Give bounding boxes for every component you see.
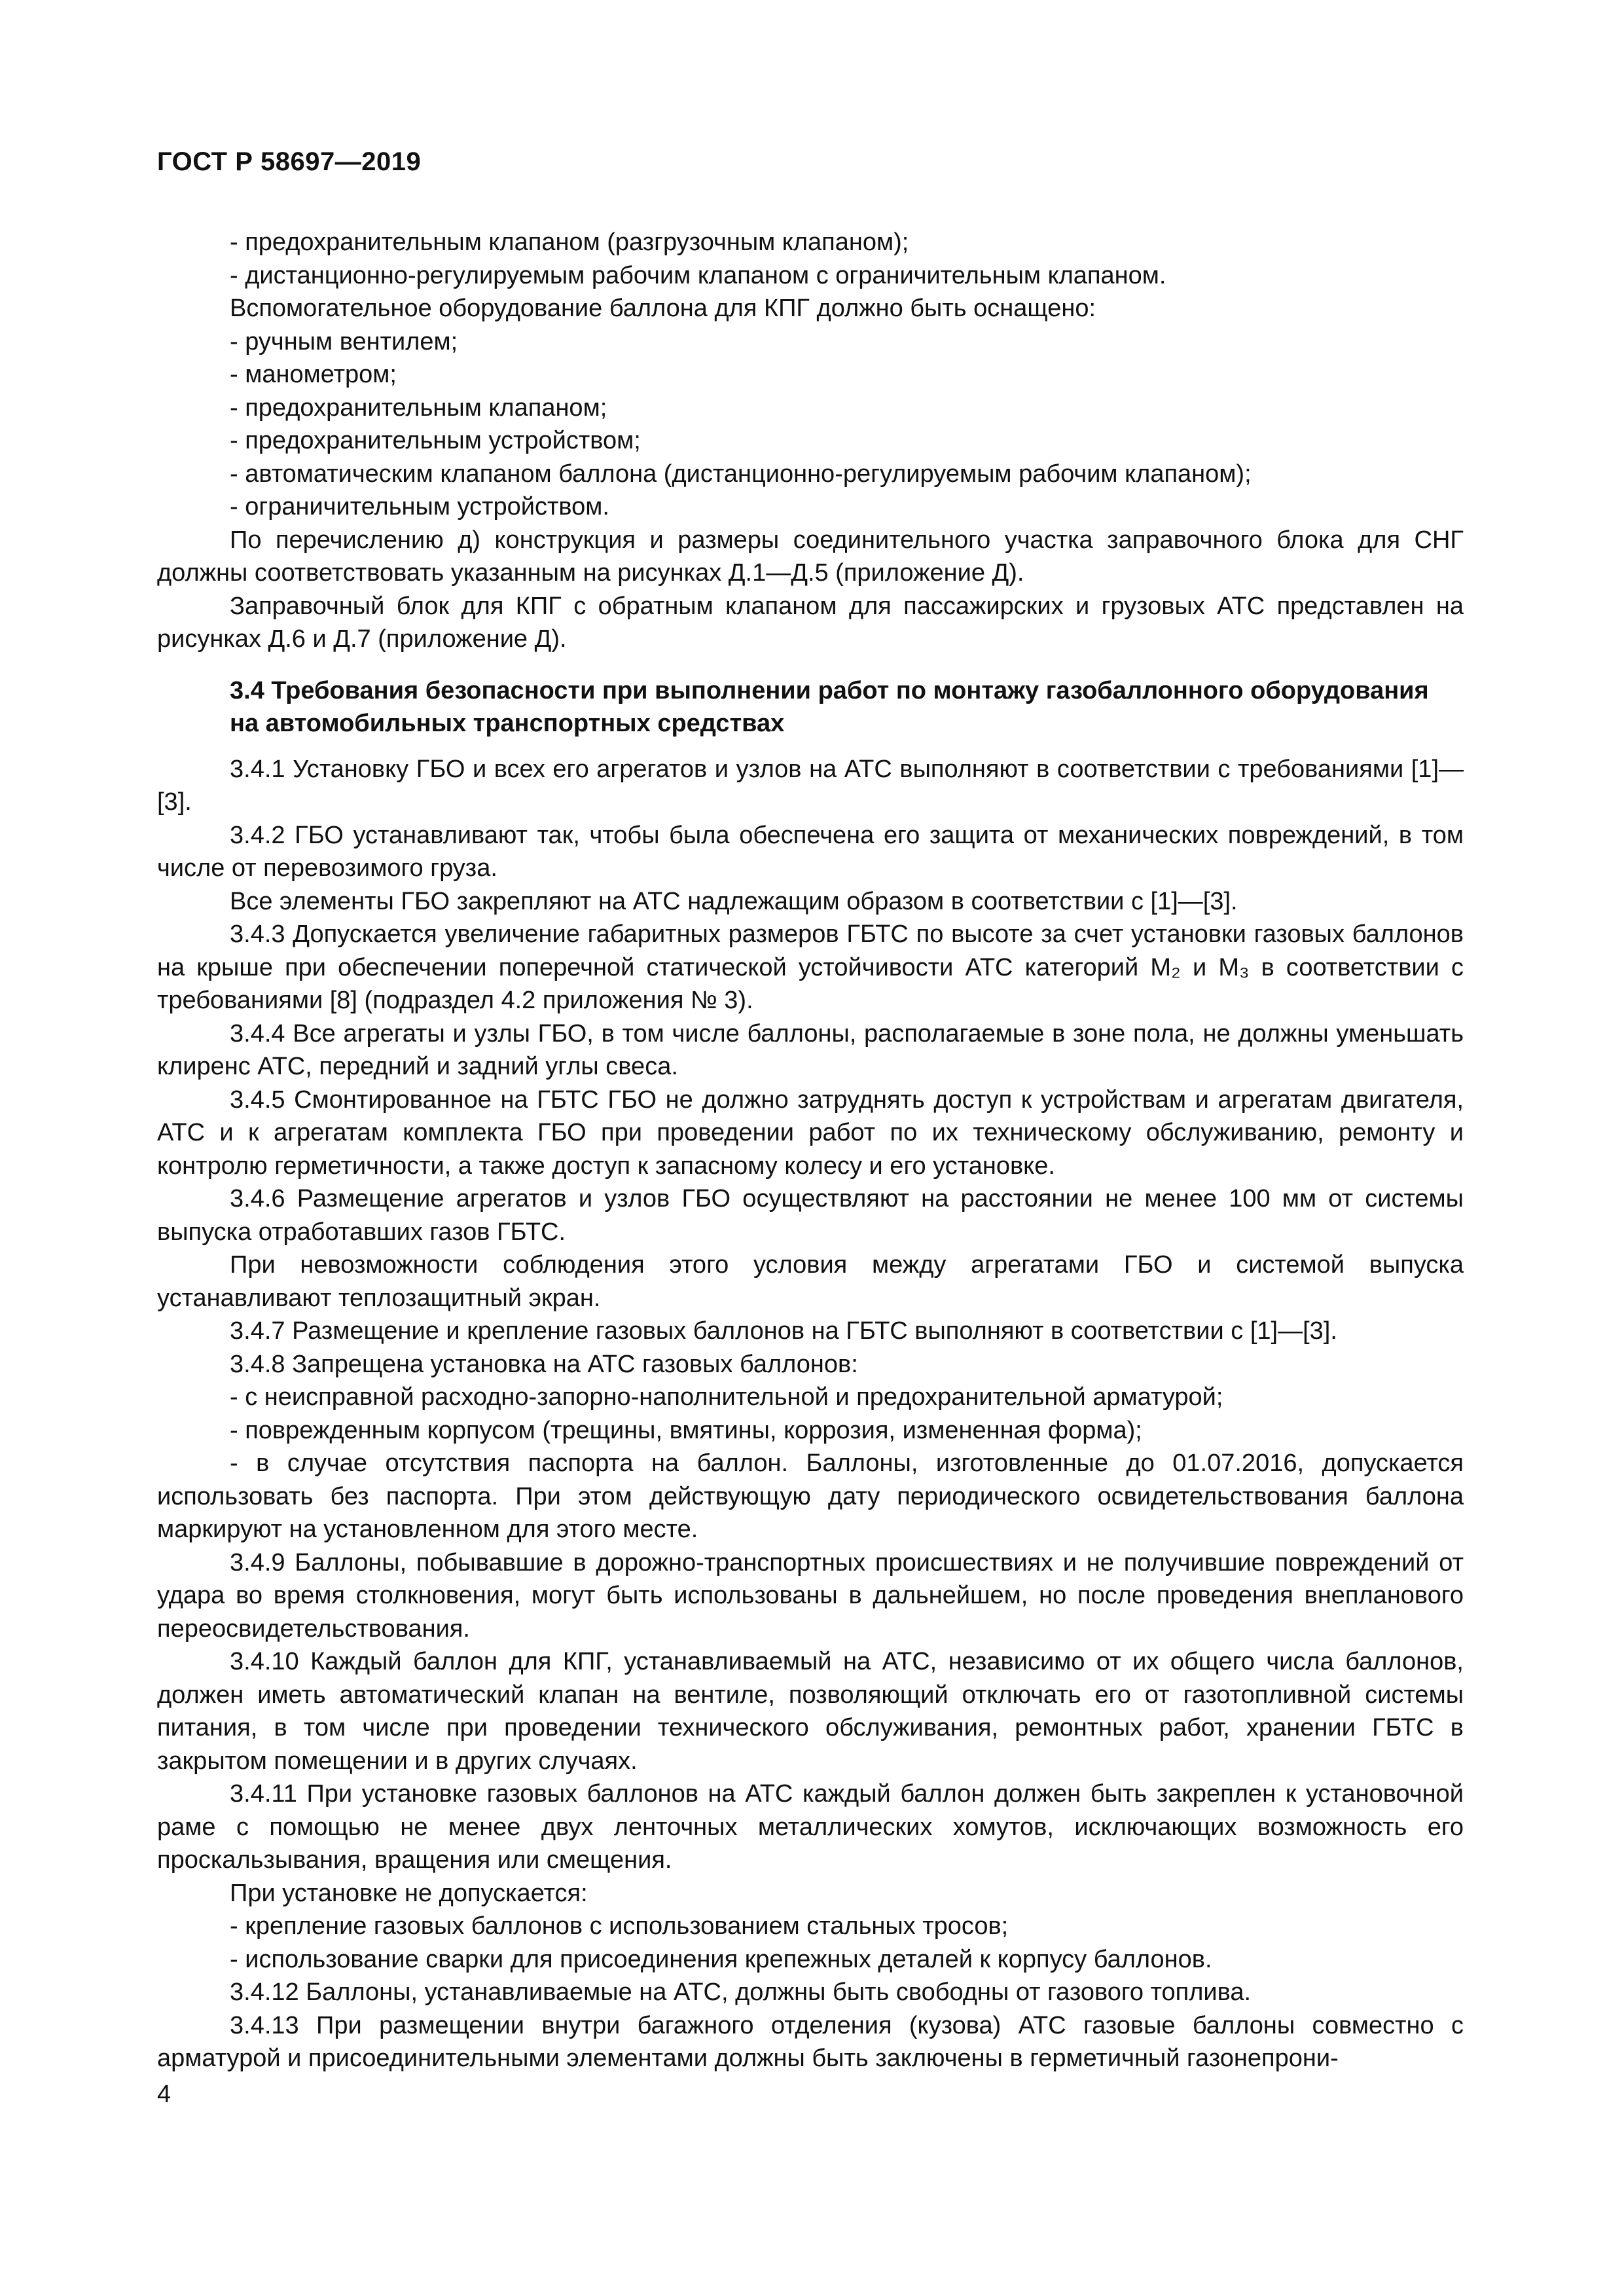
paragraph: 3.4.6 Размещение агрегатов и узлов ГБО осуществляют на расстоянии не менее 100 мм от системы выпуска отработавших газов ГБТС. — [157, 1185, 1464, 1246]
paragraph: 3.4.11 При установке газовых баллонов на АТС каждый баллон должен быть закреплен к установочной раме с помощью не менее двух ленточных металлических хомутов, исключающих возможность его проскальзывания, вращения или смещения. — [157, 1780, 1464, 1874]
paragraph: 3.4.13 При размещении внутри багажного отделения (кузова) АТС газовые баллоны совместно с арматурой и присоединительными элементами должны быть заключены в герметичный газонепрони- — [157, 2011, 1464, 2072]
list-item: - поврежденным корпусом (трещины, вмятины, коррозия, измененная форма); — [230, 1416, 1142, 1444]
paragraph: При невозможности соблюдения этого условия между агрегатами ГБО и системой выпуска устанавливают теплозащитный экран. — [157, 1251, 1464, 1312]
body-text — [157, 226, 1464, 2075]
list-item: - предохранительным клапаном; — [230, 393, 607, 422]
list-item: - дистанционно-регулируемым рабочим клапаном с ограничительным клапаном. — [230, 261, 1166, 289]
list-item: - использование сварки для присоединения крепежных деталей к корпусу баллонов. — [230, 1945, 1212, 1973]
paragraph: При установке не допускается: — [230, 1879, 588, 1907]
paragraph: 3.4.10 Каждый баллон для КПГ, устанавливаемый на АТС, независимо от их общего числа баллонов, должен иметь автоматический клапан на вентиле, позволяющий отключать его от газотопливной системы питания, в том числе при проведении технического обслуживания, ремонтных работ, хранении ГБТС в закрытом помещении и в других случаях. — [157, 1648, 1464, 1775]
paragraph: Все элементы ГБО закрепляют на АТС надлежащим образом в соответствии с [1]—[3]. — [230, 887, 1238, 915]
paragraph: Заправочный блок для КПГ с обратным клапаном для пассажирских и грузовых АТС представлен на рисунках Д.6 и Д.7 (приложение Д). — [157, 592, 1464, 653]
paragraph: 3.4.2 ГБО устанавливают так, чтобы была обеспечена его защита от механических повреждений, в том числе от перевозимого груза. — [157, 821, 1464, 882]
paragraph: 3.4.9 Баллоны, побывавшие в дорожно-транспортных происшествиях и не получившие повреждений от удара во время столкновения, могут быть использованы в дальнейшем, но после проведения внепланового переосвидетельствования. — [157, 1548, 1464, 1643]
standard-header: ГОСТ Р 58697—2019 — [157, 147, 422, 176]
list-item: - манометром; — [230, 361, 397, 388]
page-number: 4 — [157, 2081, 171, 2108]
list-item: - предохранительным устройством; — [230, 427, 641, 454]
list-item: - автоматическим клапаном баллона (дистанционно-регулируемым рабочим клапаном); — [230, 460, 1252, 488]
paragraph: 3.4.3 Допускается увеличение габаритных размеров ГБТС по высоте за счет установки газовых баллонов на крыше при обеспечении поперечной статической устойчивости АТС категорий M₂ и M₃ в соответствии с требованиями [8] (подраздел 4.2 приложения № 3). — [157, 920, 1464, 1014]
list-item: - ручным вентилем; — [230, 327, 458, 355]
paragraph: По перечислению д) конструкция и размеры соединительного участка заправочного блока для СНГ должны соответствовать указанным на рисунках Д.1—Д.5 (приложение Д). — [157, 526, 1464, 587]
paragraph: 3.4.5 Смонтированное на ГБТС ГБО не должно затруднять доступ к устройствам и агрегатам двигателя, АТС и к агрегатам комплекта ГБО при проведении работ по их техническому обслуживанию, ремонту и контролю герметичности, а также доступ к запасному колесу и его установке. — [157, 1085, 1464, 1180]
paragraph: 3.4.7 Размещение и крепление газовых баллонов на ГБТС выполняют в соответствии с [1]—[3]. — [230, 1317, 1337, 1345]
list-item: - с неисправной расходно-запорно-наполнительной и предохранительной арматурой; — [230, 1383, 1223, 1411]
paragraph: 3.4.4 Все агрегаты и узлы ГБО, в том числе баллоны, располагаемые в зоне пола, не должны уменьшать клиренс АТС, передний и задний углы свеса. — [157, 1019, 1464, 1080]
paragraph: 3.4.12 Баллоны, устанавливаемые на АТС, должны быть свободны от газового топлива. — [230, 1978, 1252, 2006]
paragraph: 3.4.8 Запрещена установка на АТС газовых баллонов: — [230, 1350, 858, 1378]
paragraph: Вспомогательное оборудование баллона для КПГ должно быть оснащено: — [230, 295, 1096, 322]
list-item: - крепление газовых баллонов с использованием стальных тросов; — [230, 1912, 1009, 1940]
paragraph: - в случае отсутствия паспорта на баллон. Баллоны, изготовленные до 01.07.2016, допускается использовать без паспорта. При этом действующую дату периодического освидетельствования баллона маркируют на установленном для этого месте. — [157, 1449, 1464, 1543]
section-heading: 3.4 Требования безопасности при выполнении работ по монтажу газобаллонного оборудования на автомобильных транспортных средствах — [230, 676, 1429, 737]
list-item: - ограничительным устройством. — [230, 493, 609, 520]
list-item: - предохранительным клапаном (разгрузочным клапаном); — [230, 228, 909, 256]
paragraph: 3.4.1 Установку ГБО и всех его агрегатов и узлов на АТС выполняют в соответствии с требованиями [1]—[3]. — [157, 755, 1464, 816]
